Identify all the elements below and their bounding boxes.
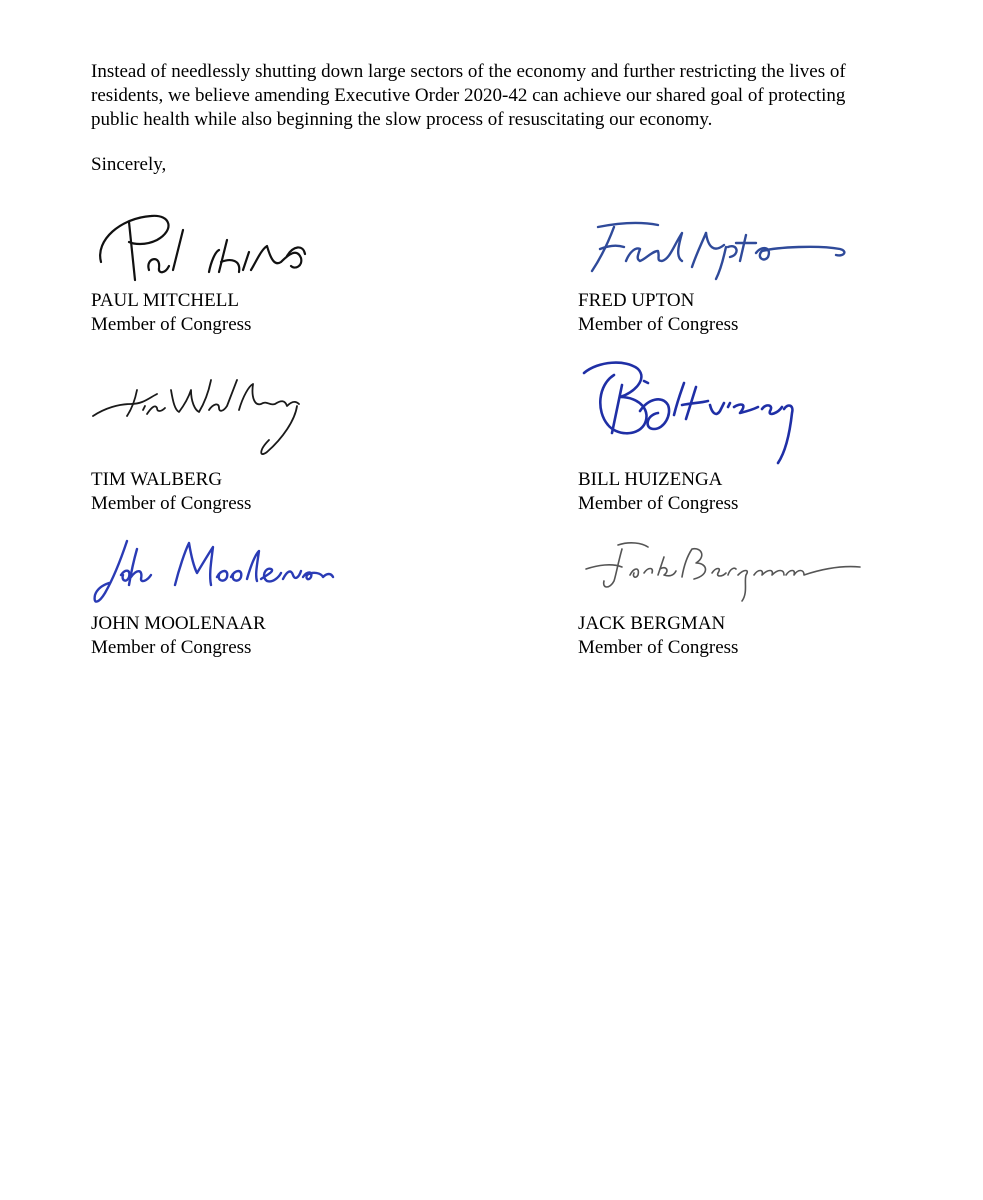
- signer-tim-walberg: [91, 360, 411, 520]
- signer-name: JACK BERGMAN: [578, 613, 726, 634]
- signer-paul-mitchell: [91, 200, 411, 340]
- signer-title: Member of Congress: [578, 314, 739, 335]
- signer-title: Member of Congress: [578, 493, 739, 514]
- signer-name: PAUL MITCHELL: [91, 290, 239, 311]
- signature-jack-bergman: [578, 535, 868, 610]
- signer-name: JOHN MOOLENAAR: [91, 613, 266, 634]
- signer-title: Member of Congress: [91, 637, 252, 658]
- signature-bill-huizenga: [578, 355, 808, 467]
- signer-fred-upton: [578, 200, 898, 340]
- signature-john-moolenaar: [91, 535, 341, 613]
- signature-tim-walberg: [91, 360, 321, 460]
- signature-paul-mitchell: [91, 200, 321, 290]
- signer-bill-huizenga: [578, 355, 898, 520]
- signer-title: Member of Congress: [578, 637, 739, 658]
- signer-jack-bergman: [578, 535, 898, 660]
- signer-title: Member of Congress: [91, 493, 252, 514]
- signer-title: Member of Congress: [91, 314, 252, 335]
- letter-paragraph: Instead of needlessly shutting down large sectors of the economy and further restricting the lives of residents, we believe amending Executive Order 2020-42 can achieve our shared goal of protecting public health while also beginning the slow process of resuscitating our economy.: [91, 61, 846, 130]
- signer-name: FRED UPTON: [578, 290, 695, 311]
- signer-name: TIM WALBERG: [91, 469, 223, 490]
- signer-name: BILL HUIZENGA: [578, 469, 723, 490]
- signature-fred-upton: [578, 215, 868, 285]
- letter-closing: Sincerely,: [91, 154, 167, 175]
- signer-john-moolenaar: [91, 535, 411, 660]
